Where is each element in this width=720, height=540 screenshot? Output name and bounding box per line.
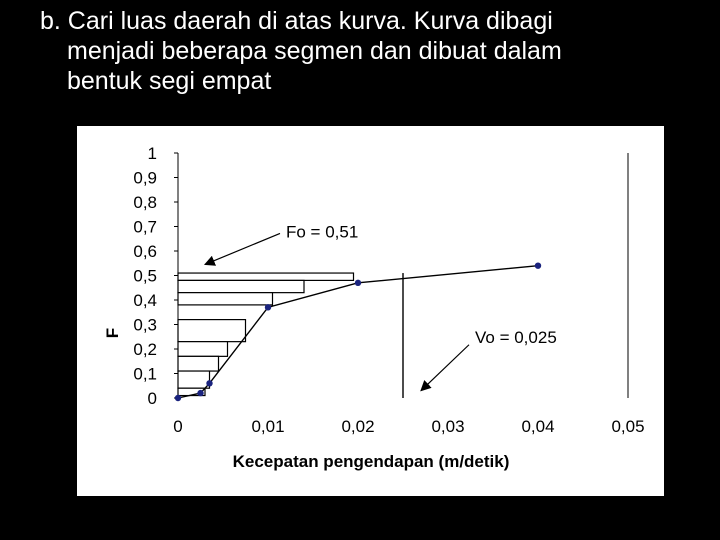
data-point (197, 390, 203, 396)
x-tick-label: 0,05 (611, 417, 645, 436)
y-tick-label: 1 (147, 144, 157, 163)
y-tick-label: 0,4 (133, 291, 157, 310)
vo-annotation-label: Vo = 0,025 (475, 327, 557, 347)
segment-rectangle (178, 280, 304, 292)
y-tick-label: 0,2 (133, 340, 157, 359)
y-tick-label: 0,9 (133, 168, 157, 188)
x-tick-label: 0,03 (431, 417, 465, 436)
y-tick-label: 0,5 (133, 266, 157, 286)
x-tick-label: 0,04 (521, 417, 555, 436)
vo-arrow (421, 345, 469, 391)
segment-rectangle (178, 371, 210, 388)
fo-arrow (205, 233, 280, 264)
y-axis-label: F (103, 327, 122, 339)
data-point (265, 304, 271, 310)
y-tick-label: 0,7 (133, 217, 157, 237)
y-tick-label: 0,3 (133, 315, 157, 335)
y-tick-label: 0,6 (133, 242, 157, 261)
chart (77, 126, 664, 496)
slide-title (40, 6, 710, 96)
data-point (535, 263, 541, 269)
data-point (206, 380, 212, 386)
segment-rectangle (178, 273, 354, 280)
segment-rectangle (178, 293, 273, 305)
x-axis-label: Kecepatan pengendapan (m/detik) (232, 452, 510, 471)
x-tick-label: 0 (173, 417, 183, 436)
y-tick-label: 0,8 (133, 193, 157, 212)
title-line-1: b. Cari luas daerah di atas kurva. Kurva dibagi (40, 7, 553, 35)
fo-annotation-label: Fo = 0,51 (286, 222, 359, 242)
y-tick-label: 0 (147, 389, 157, 408)
x-tick-label: 0,02 (341, 417, 375, 436)
x-tick-label: 0,01 (251, 417, 285, 436)
title-line-2: menjadi beberapa segmen dan dibuat dalam (67, 37, 562, 65)
data-point (355, 280, 361, 286)
y-tick-label: 0,1 (133, 364, 157, 384)
chart-panel (77, 126, 664, 496)
segment-rectangle (178, 342, 228, 357)
data-point (175, 395, 181, 401)
segment-rectangle (178, 320, 246, 342)
segment-rectangle (178, 356, 219, 371)
title-line-3: bentuk segi empat (67, 67, 272, 95)
